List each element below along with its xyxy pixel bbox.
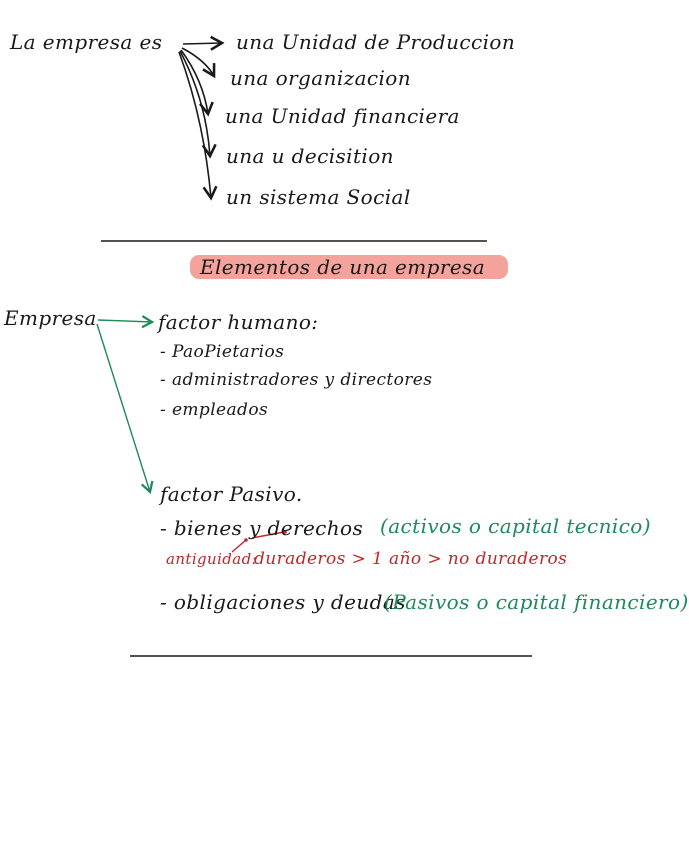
item-produccion: una Unidad de Produccion [236, 30, 516, 54]
factor-pasivo-title: factor Pasivo. [160, 482, 303, 506]
antiguedad-text: duraderos > 1 año > no duraderos [254, 549, 568, 569]
factor-humano-title: factor humano: [158, 310, 319, 334]
item-organizacion: una organizacion [230, 66, 412, 90]
root-empresa: Empresa [4, 306, 97, 330]
pasivo-item-obligaciones: - obligaciones y deudas [160, 590, 406, 614]
item-social: un sistema Social [226, 185, 411, 209]
humano-item-administradores: - administradores y directores [160, 370, 433, 390]
arrow-1 [183, 43, 222, 44]
antiguedad-label: antiguidad: [166, 550, 258, 568]
pasivo-item-obligaciones-note: (Pasivos o capital financiero) [384, 590, 689, 614]
section-heading: Elementos de una empresa [200, 255, 486, 279]
arrow-2 [182, 48, 214, 76]
item-financiera: una Unidad financiera [225, 104, 460, 128]
pasivo-item-bienes-note: (activos o capital tecnico) [380, 514, 651, 538]
humano-item-empleados: - empleados [160, 400, 269, 420]
arrow-empresa-pasivo [97, 324, 150, 492]
pasivo-item-bienes: - bienes y derechos [160, 516, 364, 540]
item-decision: una u decisition [226, 144, 394, 168]
subject-text: La empresa es [10, 30, 163, 54]
humano-item-propietarios: - PaoPietarios [160, 342, 285, 362]
arrow-empresa-humano [98, 320, 152, 322]
